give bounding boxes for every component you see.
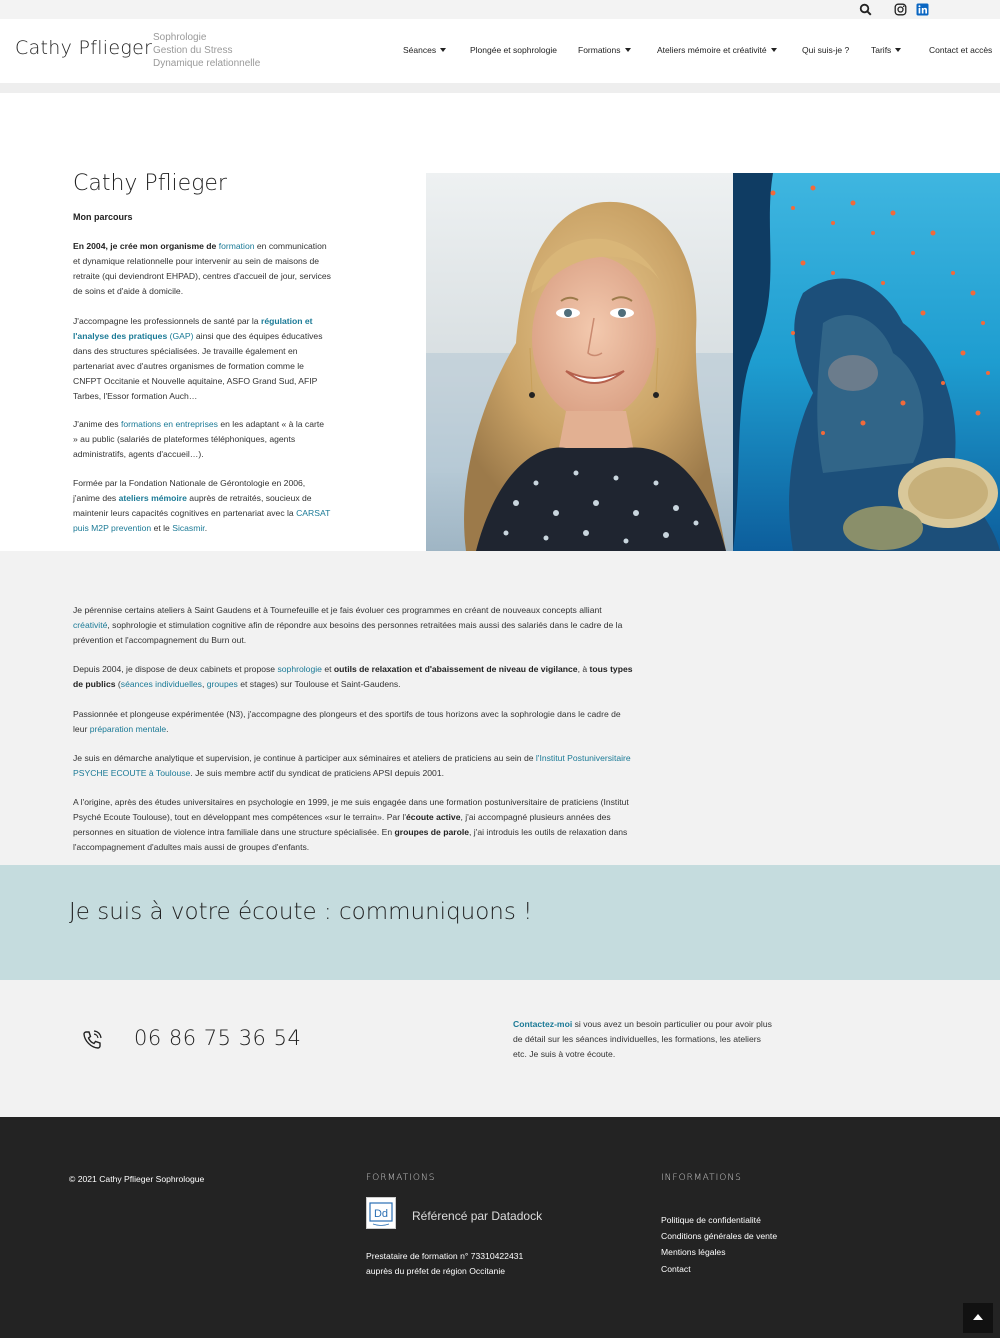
bio-paragraph-4: Je suis en démarche analytique et supervision, je continue à participer aux séminaires et ateliers de praticiens au sein de l'Institut Postuniversitaire PSYCHE ECOUTE à Toulouse. Je suis membre actif du syndicat de praticiens APSI depuis 2001.	[73, 753, 631, 778]
link-formation[interactable]: formation	[218, 241, 255, 251]
intro-paragraph-4: Formée par la Fondation Nationale de Gérontologie en 2006, j'anime des ateliers mémoire auprès de retraités, soucieux de maintenir leurs capacités cognitives en partenariat avec la CARSAT puis M2P prevention et le Sicasmir.	[73, 478, 331, 533]
site-logo[interactable]: Cathy Pflieger	[15, 37, 153, 59]
site-header	[0, 19, 1000, 83]
nav-item-tarifs[interactable]: Tarifs	[871, 45, 901, 55]
link-contactez-moi[interactable]: Contactez-moi	[513, 1019, 573, 1029]
footer-link-mentions-legales[interactable]: Mentions légales	[661, 1247, 726, 1258]
scroll-to-top-button[interactable]	[963, 1303, 993, 1333]
datadock-logo	[366, 1197, 396, 1229]
page-title: Cathy Pflieger	[73, 171, 227, 196]
copyright: © 2021 Cathy Pflieger Sophrologue	[69, 1174, 205, 1184]
link-regulation[interactable]: régulation et l'analyse des pratiques	[73, 316, 313, 341]
nav-item-seances[interactable]: Séances	[403, 45, 446, 55]
link-preparation-mentale[interactable]: préparation mentale	[89, 724, 167, 734]
prestataire-info: Prestataire de formation n° 73310422431 auprès du préfet de région Occitanie	[366, 1251, 524, 1276]
link-groupes[interactable]: groupes	[206, 679, 238, 689]
portrait-photo	[426, 173, 733, 551]
link-sophrologie[interactable]: sophrologie	[277, 664, 322, 674]
chevron-down-icon	[440, 48, 446, 52]
cta-heading: Je suis à votre écoute : communiquons !	[69, 899, 533, 925]
intro-paragraph-1: En 2004, je crée mon organisme de formation en communication et dynamique relationnelle pour intervenir au sein de maisons de retraite (qui deviendront EHPAD), centres d'accueil de jour, services de soins et d'aide à domicile.	[73, 241, 331, 296]
link-institut-psyche-ecoute[interactable]: l'Institut Postuniversitaire PSYCHE ECOUTE à Toulouse	[73, 753, 631, 778]
nav-item-formations[interactable]: Formations	[578, 45, 631, 55]
svg-text:Dd: Dd	[373, 1208, 389, 1220]
footer-link-confidentialite[interactable]: Politique de confidentialité	[661, 1215, 761, 1225]
instagram-icon[interactable]	[894, 3, 907, 16]
intro-section	[0, 93, 1000, 551]
bio-paragraph-3: Passionnée et plongeuse expérimentée (N3), j'accompagne des plongeurs et des sportifs de tous horizons avec la sophrologie dans le cadre de leur préparation mentale.	[73, 709, 621, 734]
bio-paragraph-2: Depuis 2004, je dispose de deux cabinets et propose sophrologie et outils de relaxation et d'abaissement de niveau de vigilance, à tous types de publics (séances individuelles, groupes et stages) sur Toulouse et Saint-Gaudens.	[73, 664, 633, 689]
coral-reef-photo	[733, 173, 1000, 551]
link-gap[interactable]: (GAP)	[169, 331, 194, 341]
footer-link-contact[interactable]: Contact	[661, 1263, 691, 1274]
contact-text: Contactez-moi si vous avez un besoin particulier ou pour avoir plus de détail sur les séances individuelles, les formations, les ateliers etc. Je suis à votre écoute.	[513, 1019, 772, 1059]
link-ateliers-memoire[interactable]: ateliers mémoire	[118, 493, 187, 503]
footer-formations-heading: FORMATIONS	[366, 1173, 436, 1183]
link-sicasmir[interactable]: Sicasmir	[172, 523, 205, 533]
nav-item-ateliers[interactable]: Ateliers mémoire et créativité	[657, 45, 777, 55]
linkedin-icon[interactable]	[916, 3, 929, 16]
bio-paragraph-5: A l'origine, après des études universitaires en psychologie en 1999, je me suis engagée dans une formation postuniversitaire de praticiens (Institut Psyché Ecoute Toulouse), tout en développant mes compétences «sur le terrain». Par l'écoute active, j'ai accompagné plusieurs années des personnes en situation de violence intra familiale dans une structure spécialisée. En groupes de parole, j'ai introduis les outils de relaxation dans l'accompagnement d'adultes mais aussi de groupes d'enfants.	[73, 797, 629, 852]
contact-section	[0, 980, 1000, 1117]
chevron-down-icon	[771, 48, 777, 52]
chevron-down-icon	[625, 48, 631, 52]
phone-icon	[81, 1029, 103, 1051]
chevron-down-icon	[895, 48, 901, 52]
link-seances-individuelles[interactable]: séances individuelles	[120, 679, 202, 689]
site-footer	[0, 1117, 1000, 1338]
link-formations-entreprises[interactable]: formations en entreprises	[120, 419, 218, 429]
section-subtitle: Mon parcours	[73, 212, 133, 222]
footer-link-cgv[interactable]: Conditions générales de vente	[661, 1231, 778, 1242]
datadock-text: Référencé par Datadock	[412, 1209, 543, 1223]
footer-links	[661, 1212, 777, 1277]
bio-section	[0, 551, 1000, 865]
header-divider	[0, 83, 1000, 93]
nav-item-plongee[interactable]: Plongée et sophrologie	[470, 45, 557, 55]
top-bar	[0, 0, 1000, 19]
site-tagline: Sophrologie Gestion du Stress Dynamique relationnelle	[153, 32, 261, 69]
bio-paragraph-1: Je pérennise certains ateliers à Saint Gaudens et à Tournefeuille et je fais évoluer ces programmes en créant de nouveaux concepts alliant créativité, sophrologie et stimulation cognitive afin de répondre aux besoins des personnes retraitées mais aussi des salariés dans le cadre de la prévention et l'accompagnement du Burn out.	[73, 605, 623, 645]
chevron-up-icon	[973, 1314, 983, 1320]
nav-item-contact[interactable]: Contact et accès	[929, 45, 993, 55]
footer-informations-heading: INFORMATIONS	[661, 1173, 742, 1183]
phone-number[interactable]: 06 86 75 36 54	[134, 1026, 302, 1050]
link-creativite[interactable]: créativité	[73, 620, 108, 630]
intro-paragraph-2: J'accompagne les professionnels de santé par la régulation et l'analyse des pratiques (GAP) ainsi que des équipes éducatives dans des structures spécialisées. Je travaille également en partenariat avec d'autres organismes de formation comme le CNFPT Occitanie et Nouvelle aquitaine, ASFO Grand Sud, AFIP Tarbes, l'Essor formation Auch…	[73, 316, 323, 401]
nav-item-qui-suis-je[interactable]: Qui suis-je ?	[802, 45, 850, 55]
intro-paragraph-3: J'anime des formations en entreprises en les adaptant « à la carte » au public (salariés de plateformes téléphoniques, agents administratifs, agents d'accueil…).	[73, 419, 325, 459]
cta-banner	[0, 865, 1000, 980]
search-icon[interactable]	[859, 3, 872, 16]
link-carsat[interactable]: CARSAT puis M2P prevention	[73, 508, 331, 533]
